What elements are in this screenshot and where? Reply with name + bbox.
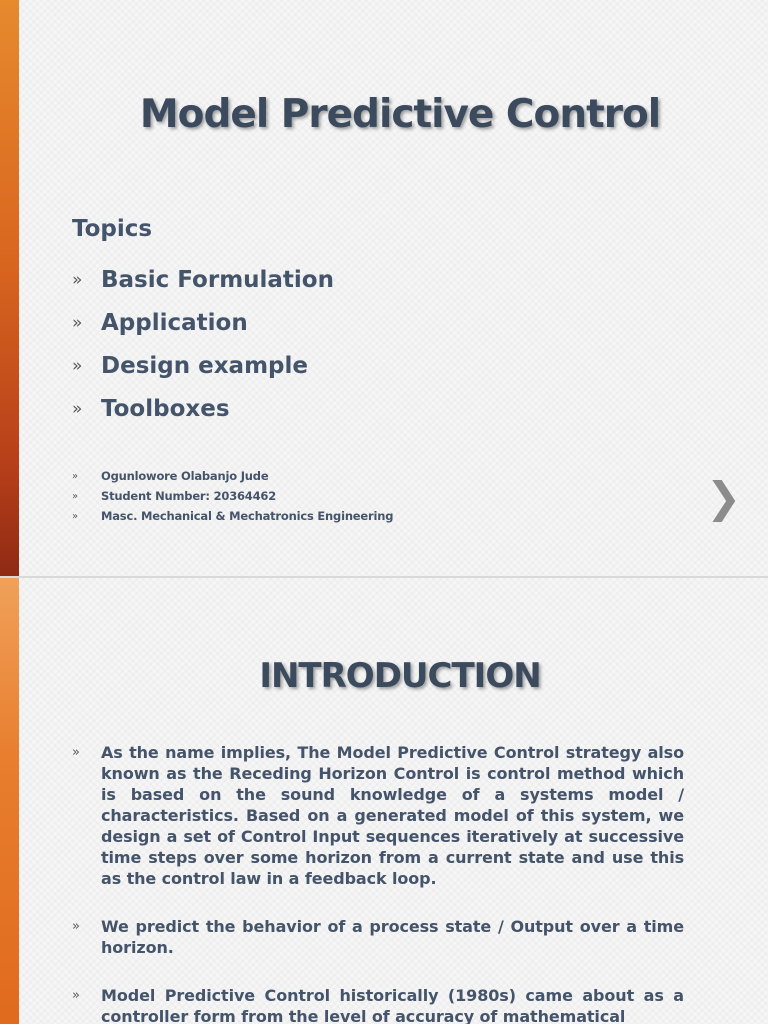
bullet-icon: »	[72, 988, 80, 1003]
accent-bar	[0, 578, 19, 1024]
topics-list	[72, 258, 334, 430]
list-item	[72, 387, 334, 430]
topic-label: Design example	[101, 352, 308, 379]
bullet-icon: »	[72, 269, 83, 290]
introduction-heading: INTRODUCTION	[259, 656, 541, 696]
topic-label: Application	[101, 309, 248, 336]
list-item	[72, 486, 393, 506]
bullet-icon: »	[72, 470, 79, 482]
introduction-bullets	[72, 742, 684, 1024]
list-item	[72, 506, 393, 526]
bullet-icon: »	[72, 510, 79, 522]
bullet-icon: »	[72, 919, 80, 934]
bullet-text: Model Predictive Control historically (1980s) came about as a controller form from the level of accuracy of mathematical	[101, 986, 684, 1024]
program-name: Masc. Mechanical & Mechatronics Engineering	[101, 509, 394, 523]
student-number: Student Number: 20364462	[101, 489, 276, 503]
topics-heading: Topics	[72, 216, 153, 242]
list-item	[72, 466, 393, 486]
bullet-icon: »	[72, 355, 83, 376]
next-slide-chevron-icon[interactable]: ❯	[706, 473, 742, 522]
author-info-list	[72, 466, 393, 526]
slide-title-heading: Model Predictive Control	[139, 92, 661, 137]
list-item	[72, 301, 334, 344]
bullet-text: As the name implies, The Model Predictive Control strategy also known as the Receding Horizon Control is control method which is based on the sound knowledge of a systems model / characteristics. Based on a generated model of this system, we design a set of Control Input sequences iteratively at successive time steps over some horizon from a current state and use this as the control law in a feedback loop.	[101, 743, 684, 888]
slide-introduction	[0, 578, 768, 1024]
bullet-icon: »	[72, 745, 80, 760]
bullet-icon: »	[72, 312, 83, 333]
list-item	[72, 258, 334, 301]
bullet-icon: »	[72, 490, 79, 502]
bullet-icon: »	[72, 398, 83, 419]
list-item	[72, 985, 684, 1024]
topic-label: Toolboxes	[101, 395, 230, 422]
topic-label: Basic Formulation	[101, 266, 334, 293]
author-name: Ogunlowore Olabanjo Jude	[101, 469, 269, 483]
list-item	[72, 344, 334, 387]
list-item	[72, 742, 684, 889]
list-item	[72, 916, 684, 958]
bullet-text: We predict the behavior of a process state / Output over a time horizon.	[101, 917, 684, 957]
accent-bar	[0, 0, 19, 576]
